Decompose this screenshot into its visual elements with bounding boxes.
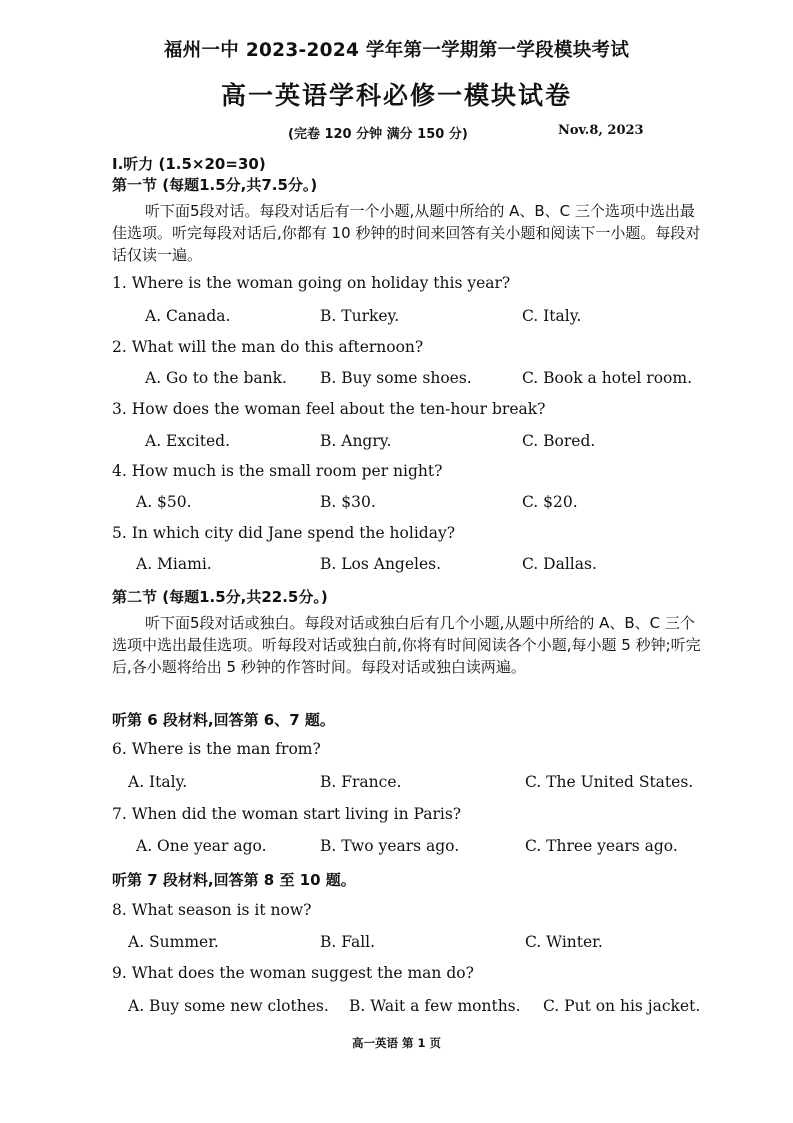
question-3-option-b: B. Angry. (320, 432, 392, 450)
question-7-option-b: B. Two years ago. (320, 837, 460, 855)
question-5-option-a: A. Miami. (136, 555, 212, 573)
question-9-option-a: A. Buy some new clothes. (128, 997, 329, 1015)
exam-info: (完卷 120 分钟 满分 150 分) (288, 127, 468, 142)
question-1-stem: 1. Where is the woman going on holiday this year? (112, 274, 511, 292)
question-4-option-a: A. $50. (136, 493, 192, 511)
question-6-option-c: C. The United States. (525, 773, 694, 791)
question-7-option-a: A. One year ago. (136, 837, 267, 855)
question-5-option-b: B. Los Angeles. (320, 555, 442, 573)
question-2-option-a: A. Go to the bank. (145, 369, 287, 387)
section2-title: 第二节 (每题1.5分,共22.5分。) (112, 588, 328, 606)
question-2-option-b: B. Buy some shoes. (320, 369, 472, 387)
question-1-option-b: B. Turkey. (320, 307, 400, 325)
section1-instructions: 听下面5段对话。每段对话后有一个小题,从题中所给的 A、B、C 三个选项中选出最佳选项。听完每段对话后,你都有 10 秒钟的时间来回答有关小题和阅读下一小题。每段对话仅读一遍。 (112, 202, 701, 264)
part-title-listening: I.听力 (1.5×20=30) (112, 155, 266, 173)
question-4-stem: 4. How much is the small room per night? (112, 462, 443, 480)
page-footer: 高一英语 第 1 页 (351, 1036, 441, 1050)
question-4-option-b: B. $30. (320, 493, 376, 511)
school-exam-line: 福州一中 2023-2024 学年第一学期第一学段模块考试 (163, 40, 630, 61)
page-title: 高一英语学科必修一模块试卷 (220, 81, 572, 110)
question-8-option-b: B. Fall. (320, 933, 376, 951)
question-6-option-a: A. Italy. (128, 773, 188, 791)
question-8-option-c: C. Winter. (525, 933, 603, 951)
question-8-stem: 8. What season is it now? (112, 901, 312, 919)
question-9-option-b: B. Wait a few months. (349, 997, 521, 1015)
question-6-stem: 6. Where is the man from? (112, 740, 321, 758)
question-3-option-a: A. Excited. (145, 432, 230, 450)
question-7-stem: 7. When did the woman start living in Paris? (112, 805, 462, 823)
question-4-option-c: C. $20. (522, 493, 578, 511)
question-1-option-c: C. Italy. (522, 307, 582, 325)
section2-instructions: 听下面5段对话或独白。每段对话或独白后有几个小题,从题中所给的 A、B、C 三个选项中选出最佳选项。听每段对话或独白前,你将有时间阅读各个小题,每小题 5 秒钟;听完后,各小题将给出 5 秒钟的作答时间。每段对话或独白读两遍。 (112, 614, 701, 676)
question-9-option-c: C. Put on his jacket. (543, 997, 701, 1015)
material-7-instruction: 听第 7 段材料,回答第 8 至 10 题。 (112, 871, 356, 889)
section1-title: 第一节 (每题1.5分,共7.5分。) (112, 176, 318, 194)
question-5-option-c: C. Dallas. (522, 555, 597, 573)
question-7-option-c: C. Three years ago. (525, 837, 678, 855)
question-2-option-c: C. Book a hotel room. (522, 369, 693, 387)
question-8-option-a: A. Summer. (128, 933, 219, 951)
question-3-stem: 3. How does the woman feel about the ten-hour break? (112, 400, 546, 418)
question-2-stem: 2. What will the man do this afternoon? (112, 338, 424, 356)
question-6-option-b: B. France. (320, 773, 402, 791)
question-9-stem: 9. What does the woman suggest the man do? (112, 964, 474, 982)
question-3-option-c: C. Bored. (522, 432, 596, 450)
question-5-stem: 5. In which city did Jane spend the holiday? (112, 524, 456, 542)
material-6-instruction: 听第 6 段材料,回答第 6、7 题。 (112, 711, 335, 729)
question-1-option-a: A. Canada. (145, 307, 231, 325)
exam-date: Nov.8, 2023 (558, 123, 644, 138)
